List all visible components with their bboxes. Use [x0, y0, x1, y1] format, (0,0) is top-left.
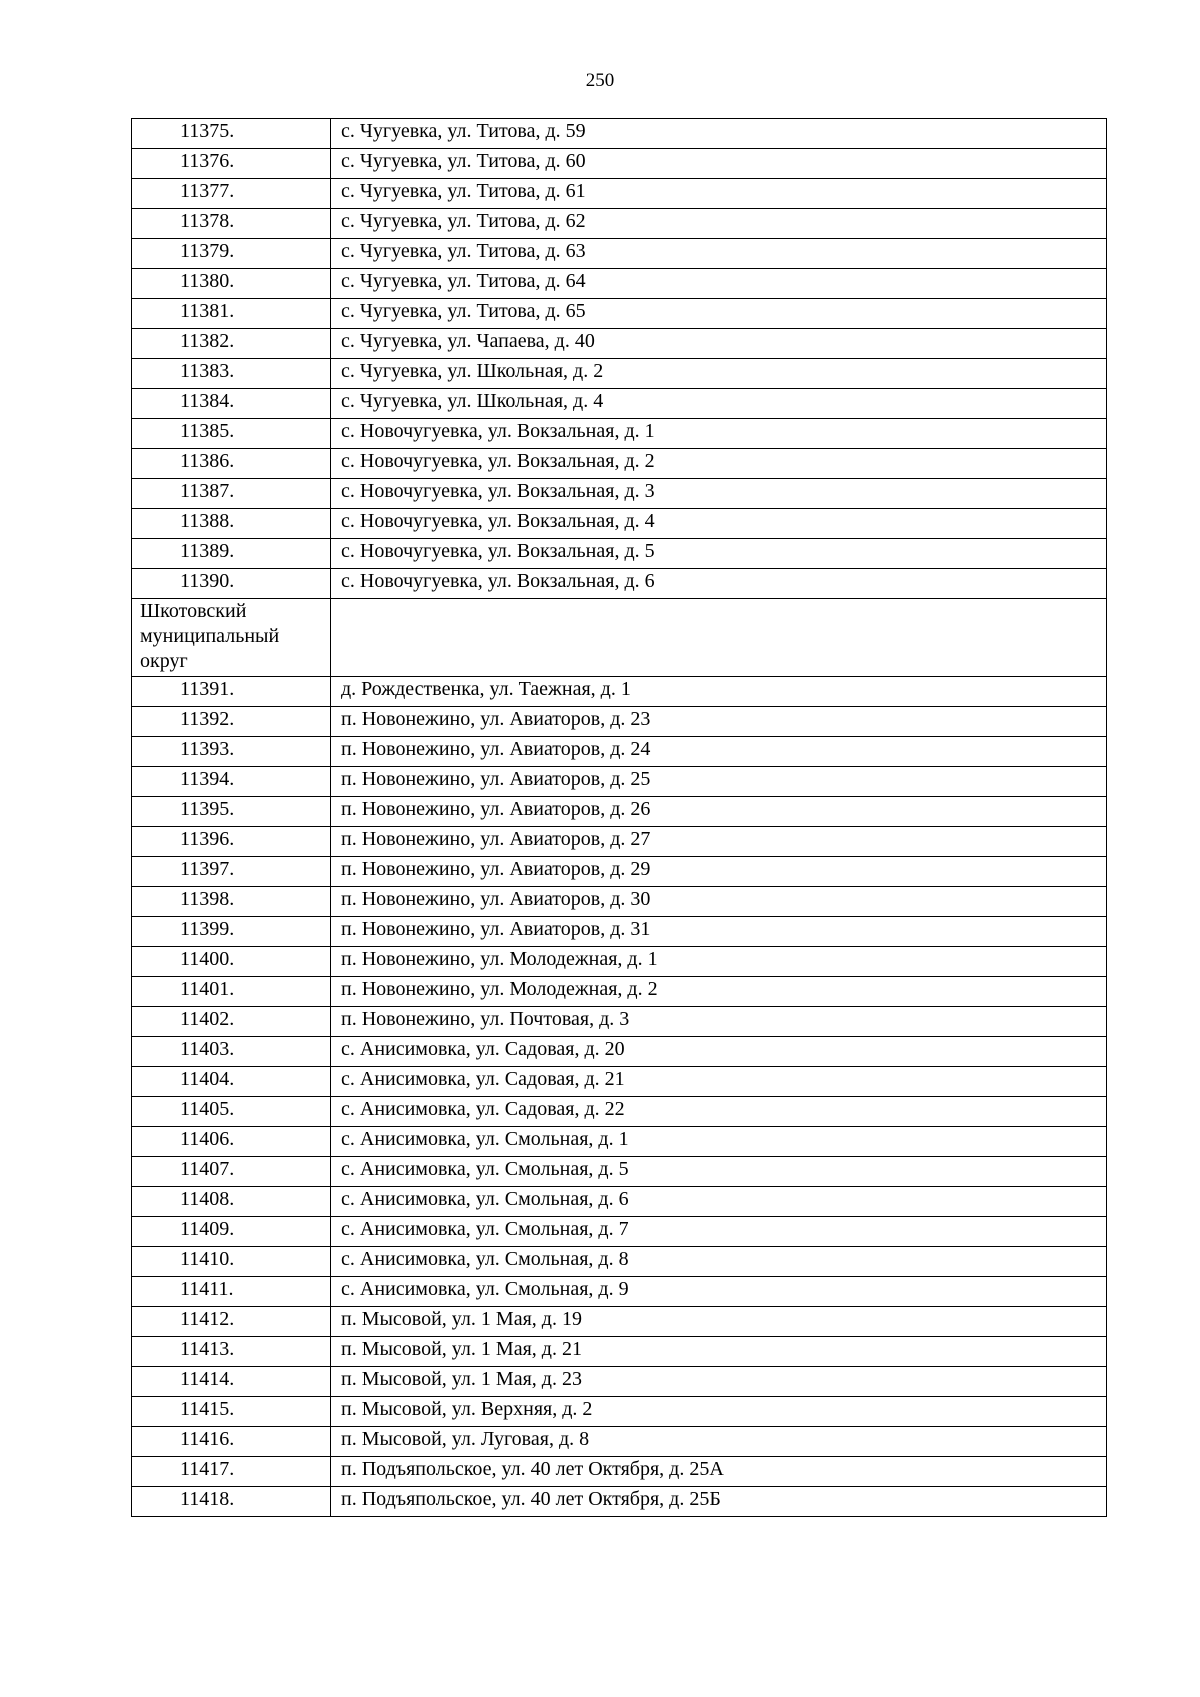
row-number: 11399.	[132, 917, 331, 947]
address-cell: с. Чугуевка, ул. Школьная, д. 4	[331, 389, 1107, 419]
table-row	[132, 449, 1107, 479]
address-cell: п. Мысовой, ул. Верхняя, д. 2	[331, 1397, 1107, 1427]
row-number: 11376.	[132, 149, 331, 179]
row-number: 11401.	[132, 977, 331, 1007]
address-cell: п. Новонежино, ул. Авиаторов, д. 23	[331, 707, 1107, 737]
table-row	[132, 797, 1107, 827]
table-row	[132, 887, 1107, 917]
address-table-body	[132, 119, 1107, 1517]
section-title: Шкотовский муниципальный округ	[132, 599, 331, 677]
address-cell: п. Мысовой, ул. 1 Мая, д. 23	[331, 1367, 1107, 1397]
row-number: 11406.	[132, 1127, 331, 1157]
address-cell: п. Новонежино, ул. Авиаторов, д. 27	[331, 827, 1107, 857]
address-cell: п. Новонежино, ул. Авиаторов, д. 29	[331, 857, 1107, 887]
table-row	[132, 1307, 1107, 1337]
row-number: 11408.	[132, 1187, 331, 1217]
address-cell: с. Анисимовка, ул. Смольная, д. 9	[331, 1277, 1107, 1307]
table-row	[132, 977, 1107, 1007]
table-row	[132, 767, 1107, 797]
table-row	[132, 239, 1107, 269]
address-cell: с. Чугуевка, ул. Чапаева, д. 40	[331, 329, 1107, 359]
table-row	[132, 299, 1107, 329]
table-row	[132, 1277, 1107, 1307]
address-cell: с. Анисимовка, ул. Смольная, д. 8	[331, 1247, 1107, 1277]
address-cell: п. Мысовой, ул. 1 Мая, д. 21	[331, 1337, 1107, 1367]
address-cell: п. Новонежино, ул. Авиаторов, д. 24	[331, 737, 1107, 767]
address-cell: с. Анисимовка, ул. Садовая, д. 21	[331, 1067, 1107, 1097]
row-number: 11417.	[132, 1457, 331, 1487]
table-row	[132, 269, 1107, 299]
row-number: 11395.	[132, 797, 331, 827]
table-row	[132, 947, 1107, 977]
table-row	[132, 1457, 1107, 1487]
table-row	[132, 1187, 1107, 1217]
row-number: 11389.	[132, 539, 331, 569]
table-row	[132, 737, 1107, 767]
row-number: 11414.	[132, 1367, 331, 1397]
page-number: 250	[585, 70, 615, 91]
address-cell: с. Чугуевка, ул. Титова, д. 59	[331, 119, 1107, 149]
table-row	[132, 179, 1107, 209]
table-row	[132, 1127, 1107, 1157]
table-row	[132, 539, 1107, 569]
address-table	[131, 118, 1107, 1517]
address-cell: с. Чугуевка, ул. Школьная, д. 2	[331, 359, 1107, 389]
table-row	[132, 149, 1107, 179]
address-cell: с. Анисимовка, ул. Садовая, д. 20	[331, 1037, 1107, 1067]
row-number: 11396.	[132, 827, 331, 857]
address-cell: п. Подъяпольское, ул. 40 лет Октября, д. 25Б	[331, 1487, 1107, 1517]
address-cell: п. Новонежино, ул. Авиаторов, д. 25	[331, 767, 1107, 797]
table-row	[132, 827, 1107, 857]
table-row	[132, 1367, 1107, 1397]
address-cell: с. Новочугуевка, ул. Вокзальная, д. 1	[331, 419, 1107, 449]
row-number: 11412.	[132, 1307, 331, 1337]
address-cell: д. Рождественка, ул. Таежная, д. 1	[331, 677, 1107, 707]
address-cell: п. Мысовой, ул. 1 Мая, д. 19	[331, 1307, 1107, 1337]
address-cell: с. Чугуевка, ул. Титова, д. 63	[331, 239, 1107, 269]
table-row	[132, 479, 1107, 509]
address-cell: с. Чугуевка, ул. Титова, д. 65	[331, 299, 1107, 329]
table-row	[132, 707, 1107, 737]
row-number: 11416.	[132, 1427, 331, 1457]
row-number: 11415.	[132, 1397, 331, 1427]
row-number: 11390.	[132, 569, 331, 599]
row-number: 11391.	[132, 677, 331, 707]
table-row	[132, 209, 1107, 239]
address-cell: с. Анисимовка, ул. Смольная, д. 6	[331, 1187, 1107, 1217]
table-row	[132, 677, 1107, 707]
address-cell: с. Новочугуевка, ул. Вокзальная, д. 4	[331, 509, 1107, 539]
address-cell: с. Чугуевка, ул. Титова, д. 60	[331, 149, 1107, 179]
row-number: 11381.	[132, 299, 331, 329]
row-number: 11404.	[132, 1067, 331, 1097]
row-number: 11378.	[132, 209, 331, 239]
address-cell: с. Чугуевка, ул. Титова, д. 64	[331, 269, 1107, 299]
table-row	[132, 917, 1107, 947]
table-row	[132, 1217, 1107, 1247]
row-number: 11393.	[132, 737, 331, 767]
row-number: 11383.	[132, 359, 331, 389]
row-number: 11375.	[132, 119, 331, 149]
address-cell: п. Новонежино, ул. Авиаторов, д. 30	[331, 887, 1107, 917]
row-number: 11398.	[132, 887, 331, 917]
address-cell: с. Анисимовка, ул. Садовая, д. 22	[331, 1097, 1107, 1127]
row-number: 11384.	[132, 389, 331, 419]
row-number: 11382.	[132, 329, 331, 359]
row-number: 11403.	[132, 1037, 331, 1067]
row-number: 11413.	[132, 1337, 331, 1367]
row-number: 11411.	[132, 1277, 331, 1307]
row-number: 11405.	[132, 1097, 331, 1127]
table-row	[132, 1007, 1107, 1037]
row-number: 11380.	[132, 269, 331, 299]
row-number: 11388.	[132, 509, 331, 539]
address-cell: п. Подъяпольское, ул. 40 лет Октября, д. 25А	[331, 1457, 1107, 1487]
section-row	[132, 599, 1107, 677]
table-row	[132, 1337, 1107, 1367]
row-number: 11397.	[132, 857, 331, 887]
table-row	[132, 1487, 1107, 1517]
table-row	[132, 569, 1107, 599]
table-row	[132, 1037, 1107, 1067]
row-number: 11402.	[132, 1007, 331, 1037]
row-number: 11418.	[132, 1487, 331, 1517]
table-row	[132, 119, 1107, 149]
row-number: 11409.	[132, 1217, 331, 1247]
address-cell: п. Новонежино, ул. Авиаторов, д. 26	[331, 797, 1107, 827]
table-row	[132, 1397, 1107, 1427]
row-number: 11407.	[132, 1157, 331, 1187]
table-row	[132, 359, 1107, 389]
table-row	[132, 1247, 1107, 1277]
address-cell	[331, 599, 1107, 677]
table-row	[132, 1427, 1107, 1457]
address-cell: с. Анисимовка, ул. Смольная, д. 7	[331, 1217, 1107, 1247]
address-cell: с. Новочугуевка, ул. Вокзальная, д. 3	[331, 479, 1107, 509]
address-cell: с. Чугуевка, ул. Титова, д. 61	[331, 179, 1107, 209]
address-cell: п. Новонежино, ул. Молодежная, д. 1	[331, 947, 1107, 977]
row-number: 11400.	[132, 947, 331, 977]
table-row	[132, 509, 1107, 539]
address-cell: п. Новонежино, ул. Почтовая, д. 3	[331, 1007, 1107, 1037]
table-row	[132, 329, 1107, 359]
row-number: 11392.	[132, 707, 331, 737]
table-row	[132, 419, 1107, 449]
address-cell: с. Чугуевка, ул. Титова, д. 62	[331, 209, 1107, 239]
address-cell: с. Анисимовка, ул. Смольная, д. 1	[331, 1127, 1107, 1157]
row-number: 11387.	[132, 479, 331, 509]
table-row	[132, 1067, 1107, 1097]
table-row	[132, 389, 1107, 419]
address-cell: п. Мысовой, ул. Луговая, д. 8	[331, 1427, 1107, 1457]
address-cell: с. Новочугуевка, ул. Вокзальная, д. 5	[331, 539, 1107, 569]
table-row	[132, 857, 1107, 887]
row-number: 11385.	[132, 419, 331, 449]
row-number: 11394.	[132, 767, 331, 797]
address-cell: с. Анисимовка, ул. Смольная, д. 5	[331, 1157, 1107, 1187]
address-cell: п. Новонежино, ул. Авиаторов, д. 31	[331, 917, 1107, 947]
row-number: 11379.	[132, 239, 331, 269]
address-cell: п. Новонежино, ул. Молодежная, д. 2	[331, 977, 1107, 1007]
row-number: 11377.	[132, 179, 331, 209]
row-number: 11386.	[132, 449, 331, 479]
row-number: 11410.	[132, 1247, 331, 1277]
table-row	[132, 1097, 1107, 1127]
address-cell: с. Новочугуевка, ул. Вокзальная, д. 6	[331, 569, 1107, 599]
table-row	[132, 1157, 1107, 1187]
address-cell: с. Новочугуевка, ул. Вокзальная, д. 2	[331, 449, 1107, 479]
